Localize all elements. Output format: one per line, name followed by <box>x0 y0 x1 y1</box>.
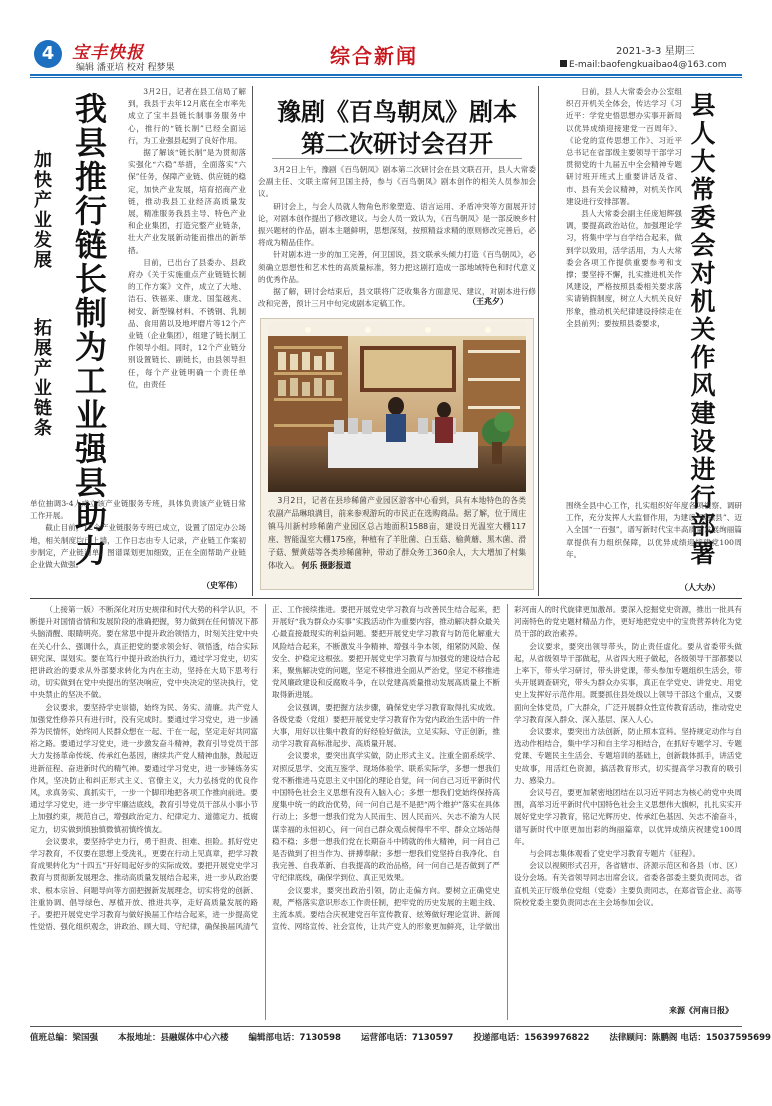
news-photo <box>268 322 526 492</box>
paragraph: 针对剧本进一步的加工完善，何卫国说，县文联承头倾力打造《百鸟朝凤》，必须确立思想性和艺术性的高质量标准，努力把这剧打造成一部地域特色和时代意义的优秀作品。 <box>258 250 536 284</box>
paragraph: 3月2日，记者在县工信局了解到，我县于去年12月底在全市率先成立了宝丰县链长制事务服务中心，推行的“链长制”已经全面运行，为工业强县起到了良好作用。 <box>128 87 246 145</box>
footer-item: 本报地址：县融媒体中心六楼 <box>118 1033 229 1043</box>
section-divider <box>30 598 742 599</box>
square-bullet-icon <box>560 60 567 67</box>
right-article-body-continued <box>566 500 742 572</box>
paragraph: 会议要求，要突出方法创新，防止照本宣科。坚持规定动作与自选动作相结合，集中学习和自主学习相结合，在抓好专题学习、专题党课、专题民主生活会、专题培训的基础上，创新载体抓手，讲活党史故事，用活红色资源，搞活教育形式，切实提高学习教育的吸引力、感染力。 <box>514 727 742 785</box>
footer-bar <box>30 1026 771 1043</box>
left-article-byline: （史军伟） <box>202 581 242 590</box>
left-article-headline: 我县推行链长制为工业强县助力 <box>70 92 108 568</box>
right-article-byline: （人大办） <box>680 583 720 592</box>
right-article-headline: 县人大常委会对机关作风建设进行部署 <box>687 92 716 568</box>
paragraph: 目前，已出台了县委办、县政府办《关于实施重点产业链链长制的工作方案》文件，成立了大地、洁石、铁福来、康龙、国玺越兆、树安、新型镍材料、不锈钢、乳制品、食用菌以及地坪磨片等12个产业链（企业集团），组建了链长制工作领导小组。同时，12个产业链分别设置链长、副链长，由县领导担任，每个产业链明确一个责任单位，由责任 <box>128 257 246 389</box>
editors-line: 编辑 潘亚培 校对 程梦果 <box>76 63 175 73</box>
header-rule <box>30 74 742 76</box>
left-article-body <box>128 86 246 494</box>
paragraph: 据了解，研讨会结束后，县文联将广泛收集各方面意见、建议，对剧本进行修改和完善，预计三月中旬完成剧本定稿工作。 <box>258 287 536 309</box>
footer-item: 编辑部电话：7130598 <box>248 1033 341 1043</box>
left-article-subhead-2: 拓展产业链条 <box>31 318 52 438</box>
footer-item: 法律顾问：陈鹏阁 电话：15037595699 <box>609 1033 771 1043</box>
page-number-badge: 4 <box>34 40 62 68</box>
photo-credit: 何乐 摄影报道 <box>301 561 352 570</box>
paragraph: 会议要求，要突出真学实做，防止形式主义。注重全面系统学、对照反思学、交流互鉴学、现场体验学、联系实际学，多想一想我们党不断推进马克思主义中国化的理论自觉，问一问自己习近平新时代中国特色社会主义思想有没有入脑入心；多想一想我们党始终保持高度集中统一的政治优势，问一问自己是不是把“两个维护”落实在具体行动上；多想一想我们党为人民而生、因人民而兴、矢志不渝为人民谋幸福的永恒初心，问一问自己群众观点树得牢不牢、群众立场站得稳不稳；多想一想我们党在长期奋斗中铸就的伟大精神，问一问自己是否做到了担当作为、拼搏奉献；多想一想我们党坚持自我净化、自我完善、自我革新、自我提高的政治品格，问一问自己是否做到了严守纪律底线，确保学到位、真正见效果。 <box>272 751 500 883</box>
center-article-headline-line1: 豫剧《百鸟朝凤》剧本 <box>277 98 517 126</box>
photo-caption-text: 3月2日，记者在县珍稀菌产业园区游客中心看到，具有本地特色的各类农副产品琳琅满目，前来参观游玩的市民正在选购商品。据了解，位于周庄镇马川新村珍稀菌产业园区总占地面积1588亩，建设日光温室大棚117座、智能温室大棚175座，种植有了羊肚菌、白玉菇、榆黄蘑、黑木菌、滑子菇、蟹黄菇等各类珍稀菌种，带动了群众务工360余人，大大增加了村集体收入。 <box>268 496 526 570</box>
paragraph: 会议要求，要坚持学史崇德，始终为民、务实、清廉。共产党人加强党性修养只有进行时，没有完成时。要通过学习党史，进一步涵养为民情怀，始终同人民群众想在一起、干在一起，坚定走好共同富裕之路。要通过学习党史，进一步激发奋斗精神，教育引导党员干部大力发扬革命传统、传承红色基因，赓续共产党人精神血脉，鼓起迈进新征程、奋进新时代的精气神。要通过学习党史，进一步锤炼务实作风，坚决防止和纠正形式主义、官僚主义，大力弘扬党的优良作风，求真务实、真抓实干，一步一个脚印地把各项工作推向前进。要通过学习党史，进一步守牢廉洁底线，教育引导党员干部从小事小节上加强约束，规范自己，增强政治定力、纪律定力、道德定力、抵腐定力，切实做到慎独慎微慎初慎终慎友。 <box>30 702 258 834</box>
paragraph: 与会同志集体观看了党史学习教育专题片《征程》。 <box>529 849 701 859</box>
issue-date: 2021-3-3 星期三 <box>616 46 695 57</box>
paragraph: 单位抽调3-4人成立该产业链服务专班，具体负责该产业链日常工作开展。 <box>30 499 246 521</box>
shop-interior-image <box>268 322 526 492</box>
footer-item: 投递部电话：15639976822 <box>473 1033 590 1043</box>
headline-rule <box>272 158 522 159</box>
paragraph: 日前，县人大常委会办公室组织召开机关全体会，传达学习《习近平：学党史悟思想办实事开新局以优异成绩迎接建党一百周年》、《论党的宣传思想工作》、习近平总书记在省部级主要领导干部学习贯彻党的十九届五中全会精神专题研讨班开班式上重要讲话及省、市、县有关会议精神，对机关作风建设进行安排部署。 <box>566 87 682 206</box>
photo-caption <box>268 494 526 572</box>
right-article-body <box>566 86 682 496</box>
footer-item: 运营部电话：7130597 <box>360 1033 454 1043</box>
paragraph: 会议以视频形式召开，各省辖市、济源示范区和各县（市、区）设分会场。有关省领导同志出席会议。省委各部委主要负责同志，省直机关正厅级单位党组（党委）主要负责同志，在郑省管企业、高等院校党委主要负责同志在主会场参加会议。 <box>514 861 742 907</box>
footer-item: 值班总编：梁国强 <box>30 1033 99 1043</box>
bottom-article-source: 来源《河南日报》 <box>666 1005 733 1016</box>
paragraph: 会议号召，要更加紧密地团结在以习近平同志为核心的党中央周围，高举习近平新时代中国特色社会主义思想伟大旗帜，扎扎实实开展好党史学习教育，铭记光辉历史、传承红色基因、矢志不渝奋斗，谱写新时代中原更加出彩的绚丽篇章，以优异成绩庆祝建党100周年。 <box>514 788 742 846</box>
bottom-article-body <box>30 604 742 1020</box>
header-rule-thin <box>30 77 742 78</box>
paragraph: 据了解该“链长制”是为贯彻落实强化“六稳”举措，全面落实“六保”任务，保障产业链、供应链的稳定，加快产业发展，培育招商产业链，推动我县工业经济高质量发展，精准服务我县主导、特色产业和企业集团，打造完整产业链条，壮大产业发展新动能而推出的新举措。 <box>128 148 246 255</box>
center-article-byline: （王兆夕） <box>468 297 508 306</box>
column-divider <box>252 86 253 596</box>
paragraph: 县人大常委会副主任庞旭辉强调，要提高政治站位，加强理论学习，将集中学与自学结合起来，做到学以致用，活学活用，为人大常委会各项工作提供重要参考和支撑；要坚持不懈，扎实推进机关作风建设，严格按照县委相关要求落实请销假制度，树立人大机关良好形象，推动机关纪律建设持续走在全县前列；要按照县委要求， <box>566 209 682 328</box>
paragraph: 研讨会上，与会人员就人物角色形象塑造、语言运用、矛盾冲突等方面展开讨论，对剧本创作提出了修改建议。与会人员一致认为，《百鸟朝凤》是一部反映乡村振兴题材的作品，剧本主题鲜明，思想深刻，按照精益求精的原则修改完善后，必将成为精品佳作。 <box>258 201 536 248</box>
contact-email: E-mail:baofengkuaibao4@163.com <box>560 60 726 70</box>
paragraph: 会议要求，要突出政治引领，防止走偏方向。要树立正确党史观，严格落实意识形态工作责任制，把牢党的历史发展的主题主线、主流本质。要结合庆祝建党百年宣传教育、炫筹做好理论宣讲、新闻宣传、网络宣传、社会宣传，让共产党人的形象更加鲜亮，让学做出彩河南人的时代旋律更加激昂。要深入挖掘党史资源，推出一批具有河南特色的党史题材精品力作，更好地把党史中的宝贵营养转化为党员干部的政治素养。 <box>272 605 742 932</box>
paragraph: 会议要求，要坚持学史力行，勇于担责、担难、担险。抓好党史学习教育，不仅要在思想上受洗礼，更要在行动上见真章，把学习教育成果转化为“十四五”开好局起好步的实际成效。要把开展党史学习教育与贯彻新发展理念、推动高质量发展结合起来，进一步从政治要求、根本宗旨、问题导向等方面把握新发展理念，切实将党的创新、注重协调、倡导绿色、厚植开放、推进共享，走好高质量发展的路子。要把开展党史学习教育与做好换届工作结合起来，进一步提高党性觉悟、强化组织观念，讲政治、顾大局、守纪律，确保换届风清气正、工作接续推进。要把开展党史学习教育与改善民生结合起来，把开展好“我为群众办实事”实践活动作为重要内容，推动解决群众最关心最直接最现实的利益问题。要把开展党史学习教育与防范化解重大风险结合起来，不断激发斗争精神、增强斗争本领，细紧防风险、保安全、护稳定这根弦。要把开展党史学习教育与加强党的建设结合起来，聚焦解决党的问题，坚定不移推进全面从严治党，坚定不移推进党风廉政建设和反腐败斗争，在以党建高质量推动发展高质量上不断取得新进展。 <box>30 605 500 932</box>
masthead-logo: 宝丰快报 <box>72 43 144 63</box>
paragraph: （上接第一版）不断深化对历史规律和时代大势的科学认识，不断提升对国情省情和发展阶段的准确把握，努力做到在任何情况下都头脑清醒、眼睛明亮。要在常思中提升政治领悟力，时刻关注党中央在关心什么、强调什么，真正把党的要求领会好、领悟透，结合实际研究深、谋划实。要在笃行中提升政治执行力，通过学习党史，切实把讲政治的要求从外部要求转化为内在主动，坚持在大局下思考行动，切实做到在党中央提出的坚决响应，党中央决定的坚决执行，党中央禁止的坚决不做。 <box>30 605 258 700</box>
center-article-headline-line2: 第二次研讨会召开 <box>301 130 493 158</box>
column-divider <box>538 86 539 596</box>
paragraph: 会议强调，要把握方法步骤，确保党史学习教育取得扎实成效。各级党委（党组）要把开展党史学习教育作为党内政治生活中的一件大事，用好以往集中教育的好经验好做法，立足实际、守正创新，推动学习教育高标准起步、高质量开展。 <box>272 702 500 749</box>
section-title: 综合新闻 <box>330 44 418 68</box>
left-article-subhead-1: 加快产业发展 <box>31 150 52 270</box>
paragraph: 围绕全县中心工作，扎实组织好年度各项视察、调研工作，充分发挥人大监督作用，为建设“四强县”、迈入全国“一百强”，谱写新时代宝丰高质量发展绚丽篇章提供有力组织保障，以优异成绩迎接建党100周年。 <box>566 501 742 559</box>
paragraph: 截止目前，12个产业链服务专班已成立，设置了固定办公场地，相关制度均已上墙，工作日志由专人记录，产业链工作案初步制定，产业链清单、图谱谋划更加细致，正在全面帮助产业链企业做大做强。 <box>30 523 246 570</box>
paragraph: 会议要求，要突出领导带头，防止责任虚化。要从省委带头做起，从省级领导干部做起，从省四大班子做起，各级领导干部都要以上率下，带头学习研讨，带头讲党课，带头参加专题组织生活会，带头开展调查研究，带头为群众办实事，真正在学党史、讲党史、用党史上发挥好示范作用。既要抓住县处级以上领导干部这个重点，又要面向全体党员，广大群众，广泛开展群众性宣传教育活动，推动党史学习教育深入群众、深入基层、深入人心。 <box>514 641 742 724</box>
paragraph: 3月2日上午，豫剧《百鸟朝凤》剧本第二次研讨会在县文联召开，县人大常委会副主任、文联主席何卫国主持，参与《百鸟朝凤》剧本创作的相关人员参加会议。 <box>258 165 536 199</box>
center-article-body <box>258 164 536 312</box>
